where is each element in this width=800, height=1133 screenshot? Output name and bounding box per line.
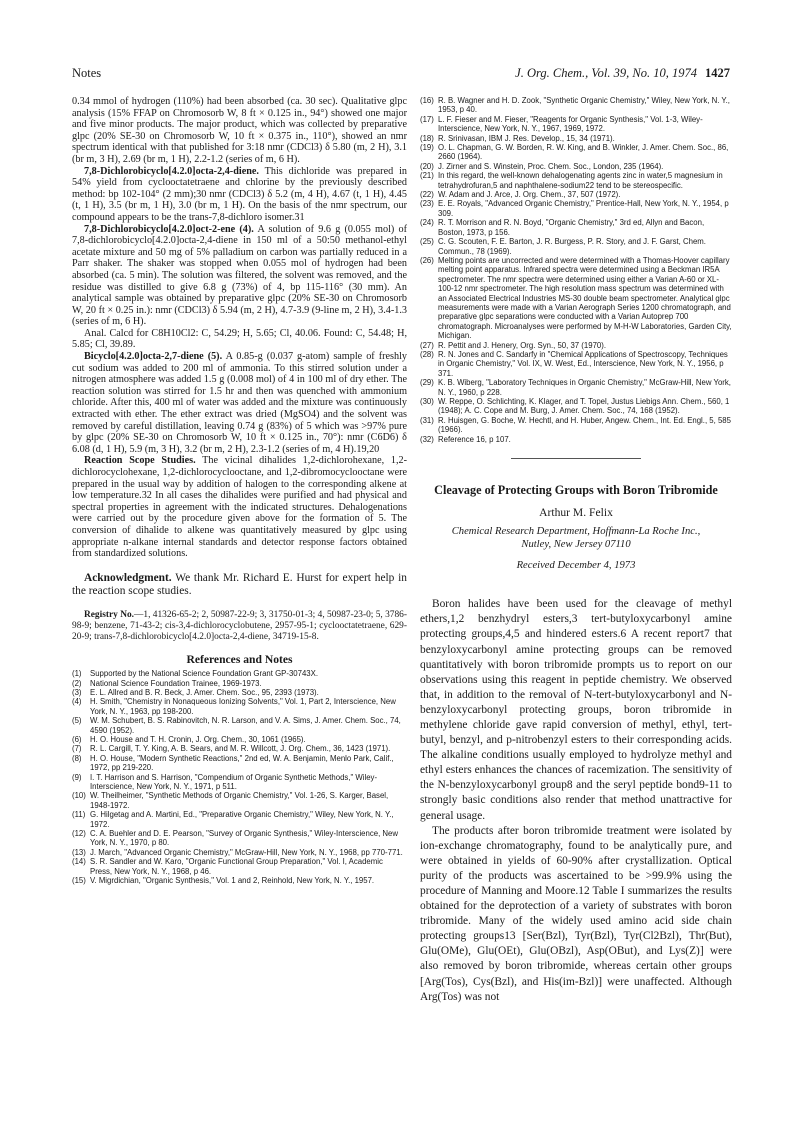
reference-text: J. March, "Advanced Organic Chemistry," McGraw-Hill, New York, N. Y., 1968, pp 770-771. bbox=[90, 847, 403, 857]
reference-item bbox=[420, 416, 732, 435]
reference-text: I. T. Harrison and S. Harrison, "Compendium of Organic Synthetic Methods," Wiley-Interscience, New York, N. Y., 1971, p 511. bbox=[90, 772, 378, 792]
reference-text: C. A. Buehler and D. E. Pearson, "Survey of Organic Synthesis," Wiley-Interscience, New York, N. Y., 1970, p 80. bbox=[90, 829, 399, 848]
reference-item bbox=[72, 669, 407, 678]
author-affiliation bbox=[420, 526, 732, 551]
reference-text: R. T. Morrison and R. N. Boyd, "Organic Chemistry," 3rd ed, Allyn and Bacon, Boston, 1973, p 156. bbox=[438, 218, 705, 237]
compound-heading: 7,8-Dichlorobicyclo[4.2.0]oct-2-ene (4). bbox=[84, 223, 254, 235]
reference-number: (21) bbox=[420, 171, 434, 181]
received-date: Received December 4, 1973 bbox=[516, 560, 636, 572]
compound-heading: Bicyclo[4.2.0]octa-2,7-diene (5). bbox=[84, 351, 223, 363]
reference-text: J. Zirner and S. Winstein, Proc. Chem. Soc., London, 235 (1964). bbox=[438, 161, 664, 171]
reference-text: R. L. Cargill, T. Y. King, A. B. Sears, and M. R. Willcott, J. Org. Chem., 36, 1423 (1971). bbox=[90, 744, 391, 754]
reference-item bbox=[72, 848, 407, 857]
reference-text: L. F. Fieser and M. Fieser, "Reagents for Organic Synthesis," Vol. 1-3, Wiley-Interscience, New York, N. Y., 1967, 1969, 1972. bbox=[438, 114, 703, 134]
paragraph-body: This dichloride was prepared in 54% yield from cyclooctatetraene and chlorine by the previously described method: bp 102-104° (2 mm);30 nmr (CDCl3) δ 5.2 (m, 4 H), 4.67 (t, 1 H), 4.45 (t, 1 H), 3.5 (br m, 1 H), 3.0 (br m, 1 H). On the basis of the nmr spectrum, our compound appears to be the trans-7,8-dichloro isomer.31 bbox=[72, 165, 407, 223]
reference-text: Melting points are uncorrected and were determined with a Thomas-Hoover capillary melting point apparatus. Infrared spectra were determined using a Beckman IR5A spectrometer. The nmr spectra were determined using either a Varian A-60 or XL-100-12 nmr spectrometer. The high resolution mass spectrum was determined with an Associated Electrical Industries MS-30 double beam spectrometer. Analytical glpc measurements were made with a Varian Aerograph Series 1200 chromatograph, and preparative glpc separations were conducted with a Varian Autoprep 700 chromatograph. Microanalyses were performed by M-H-W Laboratories, Garden City, Michigan. bbox=[438, 255, 732, 341]
reference-number: (17) bbox=[420, 114, 434, 124]
reference-list-continued bbox=[420, 96, 732, 444]
registry-body: —1, 41326-65-2; 2, 50987-22-9; 3, 31750-01-3; 4, 50987-23-0; 5, 3786-98-9; benzene, 71-43-2; cis-3,4-dichlorocyclobutene, 2957-95-1; cyclooctatetraene, 629-20-9; trans-7,8-dichlorobicyclo[4.2.0]octa-2,4-diene, 34719-15-8. bbox=[72, 610, 407, 643]
reference-text: R. Srinivasan, IBM J. Res. Develop., 15, 34 (1971). bbox=[438, 133, 615, 143]
header-journal: J. Org. Chem., Vol. 39, No. 10, 1974 bbox=[515, 66, 697, 80]
reference-number: (28) bbox=[420, 349, 434, 359]
reference-item bbox=[72, 857, 407, 876]
reference-item bbox=[72, 716, 407, 735]
reference-text: W. Theilheimer, "Synthetic Methods of Organic Chemistry," Vol. 1-26, S. Karger, Basel, 1948-1972. bbox=[90, 791, 389, 810]
affiliation-line: Nutley, New Jersey 07110 bbox=[521, 538, 631, 550]
acknowledgment-body: We thank Mr. Richard E. Hurst for expert help in the reaction scope studies. bbox=[72, 571, 407, 597]
reference-item bbox=[420, 190, 732, 199]
reference-item bbox=[72, 744, 407, 753]
reference-item bbox=[420, 134, 732, 143]
reference-number: (8) bbox=[72, 753, 82, 763]
experimental-paragraph-dichlorooctene bbox=[72, 224, 407, 328]
reference-item bbox=[420, 171, 732, 190]
references-title: References and Notes bbox=[186, 653, 293, 667]
compound-heading: 7,8-Dichlorobicyclo[4.2.0]octa-2,4-diene. bbox=[84, 165, 259, 177]
reference-number: (25) bbox=[420, 237, 434, 247]
reference-number: (18) bbox=[420, 133, 434, 143]
reference-number: (10) bbox=[72, 791, 86, 801]
reference-item bbox=[72, 697, 407, 716]
reference-item bbox=[72, 829, 407, 848]
header-citation bbox=[515, 66, 730, 81]
reference-item bbox=[420, 143, 732, 162]
reference-item bbox=[72, 679, 407, 688]
affiliation-line: Chemical Research Department, Hoffmann-La Roche Inc., bbox=[451, 526, 701, 538]
reference-text: E. E. Royals, "Advanced Organic Chemistry," Prentice-Hall, New York, N. Y., 1954, p 309. bbox=[438, 199, 729, 218]
article-paragraph-2: The products after boron tribromide treatment were isolated by ion-exchange chromatography, found to be analytically pure, and were obtained in yields of 60-90% after crystallization. Optical purity of the products was ascertained to be >99.9% using the procedure of Manning and Moore.12 Table I summarizes the results obtained for the deprotection of a variety of substrates with boron tribromide. Many of the widely used amino acid side chain protecting groups13 [Ser(Bzl), Tyr(Bzl), Tyr(Cl2Bzl), Thr(But), Glu(OMe), Glu(OEt), Glu(OBzl), Asp(OBut), and Lys(Z)] were also removed by boron tribromide, whereas certain other groups [Arg(Tos), Cys(Bzl), and His(im-Bzl)] were unaffected. Although Arg(Tos) was not bbox=[420, 824, 732, 1003]
reaction-scope-paragraph bbox=[72, 455, 407, 559]
reference-number: (11) bbox=[72, 810, 86, 820]
reference-list bbox=[72, 669, 407, 885]
acknowledgment bbox=[72, 572, 407, 598]
reference-number: (26) bbox=[420, 255, 434, 265]
reference-text: G. Hilgetag and A. Martini, Ed., "Preparative Organic Chemistry," Wiley, New York, N. Y., 1972. bbox=[90, 810, 394, 829]
reference-item bbox=[420, 96, 732, 115]
reference-text: H. Smith, "Chemistry in Nonaqueous Ionizing Solvents," Vol. 1, Part 2, Interscience, New York, N. Y., 1963, pp 198-200. bbox=[90, 697, 396, 716]
reference-number: (30) bbox=[420, 397, 434, 406]
reference-text: C. G. Scouten, F. E. Barton, J. R. Burgess, P. R. Story, and J. F. Garst, Chem. Commun., 78 (1969). bbox=[438, 237, 706, 256]
reference-item bbox=[420, 350, 732, 378]
reference-number: (20) bbox=[420, 161, 434, 171]
reference-text: K. B. Wiberg, "Laboratory Techniques in Organic Chemistry," McGraw-Hill, New York, N. Y., 1960, p 228. bbox=[438, 378, 731, 397]
reference-item bbox=[420, 378, 732, 397]
reference-text: Reference 16, p 107. bbox=[438, 434, 511, 444]
reference-item bbox=[420, 397, 732, 416]
reference-number: (31) bbox=[420, 415, 434, 425]
reference-number: (3) bbox=[72, 687, 82, 697]
page-number: 1427 bbox=[705, 66, 730, 80]
reference-item bbox=[72, 754, 407, 773]
reference-item bbox=[72, 735, 407, 744]
reference-item bbox=[72, 791, 407, 810]
article-paragraph-1: Boron halides have been used for the cleavage of methyl ethers,1,2 benzhydryl esters,3 tert-butyloxycarbonyl amine protecting groups,4,5 and hindered esters.6 A recent report7 that benzyloxycarbonyl amine protecting groups can be removed quantitatively with boron tribromide prompts us to report on our observations using this reagent in peptide chemistry. We observed that, in addition to the removal of N-tert-butyloxycarbonyl and N-benzyloxycarbonyl protecting groups, boron tribromide in methylene chloride gave rapid conversion of methyl, ethyl, tert-butyl, benzyl, and p-nitrobenzyl esters to their corresponding acids. The alkaline conditions usually employed to hydrolyze methyl and ethyl esters enhances the chances of racemization. The sensitivity of the N-benzyloxycarbonyl group8 and the seryl peptide bond9-11 to strongly basic conditions also render that method unattractive for general usage. bbox=[420, 598, 732, 822]
reference-number: (27) bbox=[420, 340, 434, 350]
reference-text: R. N. Jones and C. Sandarfy in "Chemical Applications of Spectroscopy, Techniques in Organic Chemistry," Vol. IX, W. West, Ed., Interscience, New York, N. Y., 1956, p 371. bbox=[438, 349, 728, 378]
right-column bbox=[420, 96, 732, 1005]
reference-number: (9) bbox=[72, 772, 82, 782]
reference-text: H. O. House and T. H. Cronin, J. Org. Chem., 30, 1061 (1965). bbox=[90, 735, 306, 744]
reference-number: (22) bbox=[420, 190, 434, 200]
section-heading: Reaction Scope Studies. bbox=[84, 455, 196, 467]
paragraph-body: A solution of 9.6 g (0.055 mol) of 7,8-dichlorobicyclo[4.2.0]octa-2,4-diene in 150 ml of a 50:50 methanol-ethyl acetate mixture and 50 mg of 5% palladium on carbon was partially reduced in a Parr shaker. The shaker was stopped when 0.055 mol of hydrogen had been absorbed (ca. 5 min). The solution was filtered, the solvent was removed, and the residue was distilled to give 6.8 g (73%) of 4, bp 115-116° (30 mm). An analytical sample was obtained by preparative glpc (20% SE-30 on Chromosorb W, 20 ft × 0.25 in.): nmr (CDCl3) δ 5.94 (m, 2 H), 4.7-3.9 (9-line m, 2 H), 3.4-1.3 (series of m, 6 H). bbox=[72, 223, 407, 328]
header-section-label: Notes bbox=[72, 66, 102, 80]
paragraph-body: The vicinal dihalides 1,2-dichlorohexane, 1,2-dichlorocyclohexane, 1,2-dichlorocyclooctane, and 1,2-dibromocyclooctane were prepared in the usual way by addition of halogen to the corresponding alkene at low temperature.32 In all cases the dihalides were purified and had physical and spectral properties in agreement with the indicated structures. Dehalogenations were carried out by the procedure given above for the formation of 5. The conversion of dihalide to alkene was quantitatively measured by glpc using appropriate n-alkane internal standards and detector response factors obtained from standardized solutions. bbox=[72, 455, 407, 560]
running-header bbox=[72, 66, 730, 82]
reference-number: (12) bbox=[72, 829, 86, 839]
acknowledgment-heading: Acknowledgment. bbox=[84, 571, 172, 584]
reference-number: (7) bbox=[72, 744, 82, 754]
reference-number: (14) bbox=[72, 857, 86, 867]
registry-heading: Registry No. bbox=[84, 610, 134, 621]
author-name: Arthur M. Felix bbox=[539, 506, 613, 520]
reference-text: S. R. Sandler and W. Karo, "Organic Functional Group Preparation," Vol. I, Academic Press, New York, N. Y., 1968, p 46. bbox=[90, 857, 383, 876]
experimental-paragraph-continued: 0.34 mmol of hydrogen (110%) had been absorbed (ca. 30 sec). Qualitative glpc analysis (15% FFAP on Chromosorb W, 8 ft × 0.125 in., 94°) showed one major and five minor products. The major product, which was collected by preparative glpc (20% SE-30 on Chromosorb W, 10 ft × 0.375 in., 110°), showed an nmr spectrum identical with that published for 3:18 nmr (CDCl3) δ 5.80 (m, 2 H), 3.1 (br m, 3 H), 2.69 (br m, 1 H), 2.2-1.2 (series of m, 6 H). bbox=[72, 96, 407, 165]
reference-text: W. M. Schubert, B. S. Rabinovitch, N. R. Larson, and V. A. Sims, J. Amer. Chem. Soc., 74, 4590 (1952). bbox=[90, 716, 401, 735]
reference-text: W. Reppe, O. Schlichting, K. Klager, and T. Topel, Justus Liebigs Ann. Chem., 560, 1 (1948); A. C. Cope and M. Burg, J. Amer. Chem. Soc., 74, 168 (1952). bbox=[438, 397, 730, 416]
reference-item bbox=[420, 256, 732, 341]
reference-number: (2) bbox=[72, 678, 82, 688]
reference-text: V. Migrdichian, "Organic Synthesis," Vol. 1 and 2, Reinhold, New York, N. Y., 1957. bbox=[90, 876, 375, 886]
reference-number: (23) bbox=[420, 199, 434, 209]
reference-item bbox=[420, 341, 732, 350]
reference-number: (24) bbox=[420, 218, 434, 228]
reference-number: (4) bbox=[72, 697, 82, 707]
reference-item bbox=[72, 810, 407, 829]
reference-text: H. O. House, "Modern Synthetic Reactions," 2nd ed, W. A. Benjamin, Menlo Park, Calif., 1972, pp 219-220. bbox=[90, 753, 394, 773]
reference-text: W. Adam and J. Arce, J. Org. Chem., 37, 507 (1972). bbox=[438, 190, 621, 200]
reference-text: National Science Foundation Trainee, 1969-1973. bbox=[90, 678, 262, 688]
reference-text: O. L. Chapman, G. W. Borden, R. W. King, and B. Winkler, J. Amer. Chem. Soc., 86, 2660 (1964). bbox=[438, 143, 729, 162]
reference-number: (13) bbox=[72, 847, 86, 857]
paragraph-body: A 0.85-g (0.037 g-atom) sample of freshly cut sodium was added to 200 ml of ammonia. To this stirred solution under a nitrogen atmosphere was added 1.5 g (0.008 mol) of 4 in 100 ml of dry ether. The reaction solution was stirred for 1.5 hr and then was quenched with ammonium chloride. After this, 400 ml of water was added and the mixture was continuously extracted with ether. The ether extract was dried (MgSO4) and the solvent was removed by careful distillation, leaving 0.74 g (83%) of 5 which was >97% pure by glpc (20% SE-30 on Chromosorb W, 10 ft × 0.125 in., 70°): nmr (C6D6) δ 6.08 (d, 1 H), 5.9 (m, 3 H), 3.2 (br m, 2 H), 2.3-1.2 (series of m, 4 H).19,20 bbox=[72, 351, 407, 455]
left-column bbox=[72, 96, 407, 886]
reference-item bbox=[420, 162, 732, 171]
reference-number: (15) bbox=[72, 876, 86, 886]
reference-number: (29) bbox=[420, 378, 434, 388]
reference-item bbox=[72, 876, 407, 885]
reference-number: (6) bbox=[72, 735, 82, 744]
reference-item bbox=[420, 115, 732, 134]
reference-item bbox=[420, 435, 732, 444]
reference-text: In this regard, the well-known dehalogenating agents zinc in water,5 magnesium in tetrahydrofuran,5 and naphthalene-sodium22 tend to be stereospecific. bbox=[438, 171, 723, 190]
reference-text: E. L. Allred and B. R. Beck, J. Amer. Chem. Soc., 95, 2393 (1973). bbox=[90, 687, 319, 697]
reference-number: (1) bbox=[72, 669, 82, 679]
experimental-paragraph-octadiene bbox=[72, 351, 407, 455]
reference-item bbox=[420, 218, 732, 237]
reference-text: R. B. Wagner and H. D. Zook, "Synthetic Organic Chemistry," Wiley, New York, N. Y., 1953, p 40. bbox=[438, 96, 730, 115]
reference-item bbox=[420, 199, 732, 218]
reference-item bbox=[72, 773, 407, 792]
reference-number: (5) bbox=[72, 716, 82, 726]
analysis-paragraph: Anal. Calcd for C8H10Cl2: C, 54.29; H, 5.65; Cl, 40.06. Found: C, 54.48; H, 5.85; Cl, 39.89. bbox=[72, 327, 407, 351]
reference-item bbox=[420, 237, 732, 256]
reference-text: Supported by the National Science Foundation Grant GP-30743X. bbox=[90, 669, 318, 679]
experimental-paragraph-dichlorooctadiene bbox=[72, 166, 407, 224]
reference-text: R. Pettit and J. Henery, Org. Syn., 50, 37 (1970). bbox=[438, 340, 607, 350]
reference-number: (19) bbox=[420, 143, 434, 153]
article-divider bbox=[511, 458, 641, 459]
article-title: Cleavage of Protecting Groups with Boron Tribromide bbox=[434, 483, 718, 498]
reference-item bbox=[72, 688, 407, 697]
reference-number: (32) bbox=[420, 434, 434, 444]
reference-number: (16) bbox=[420, 96, 434, 105]
registry-numbers bbox=[72, 610, 407, 643]
reference-text: R. Huisgen, G. Boche, W. Hechtl, and H. Huber, Angew. Chem., Int. Ed. Engl., 5, 585 (1966). bbox=[438, 415, 731, 435]
